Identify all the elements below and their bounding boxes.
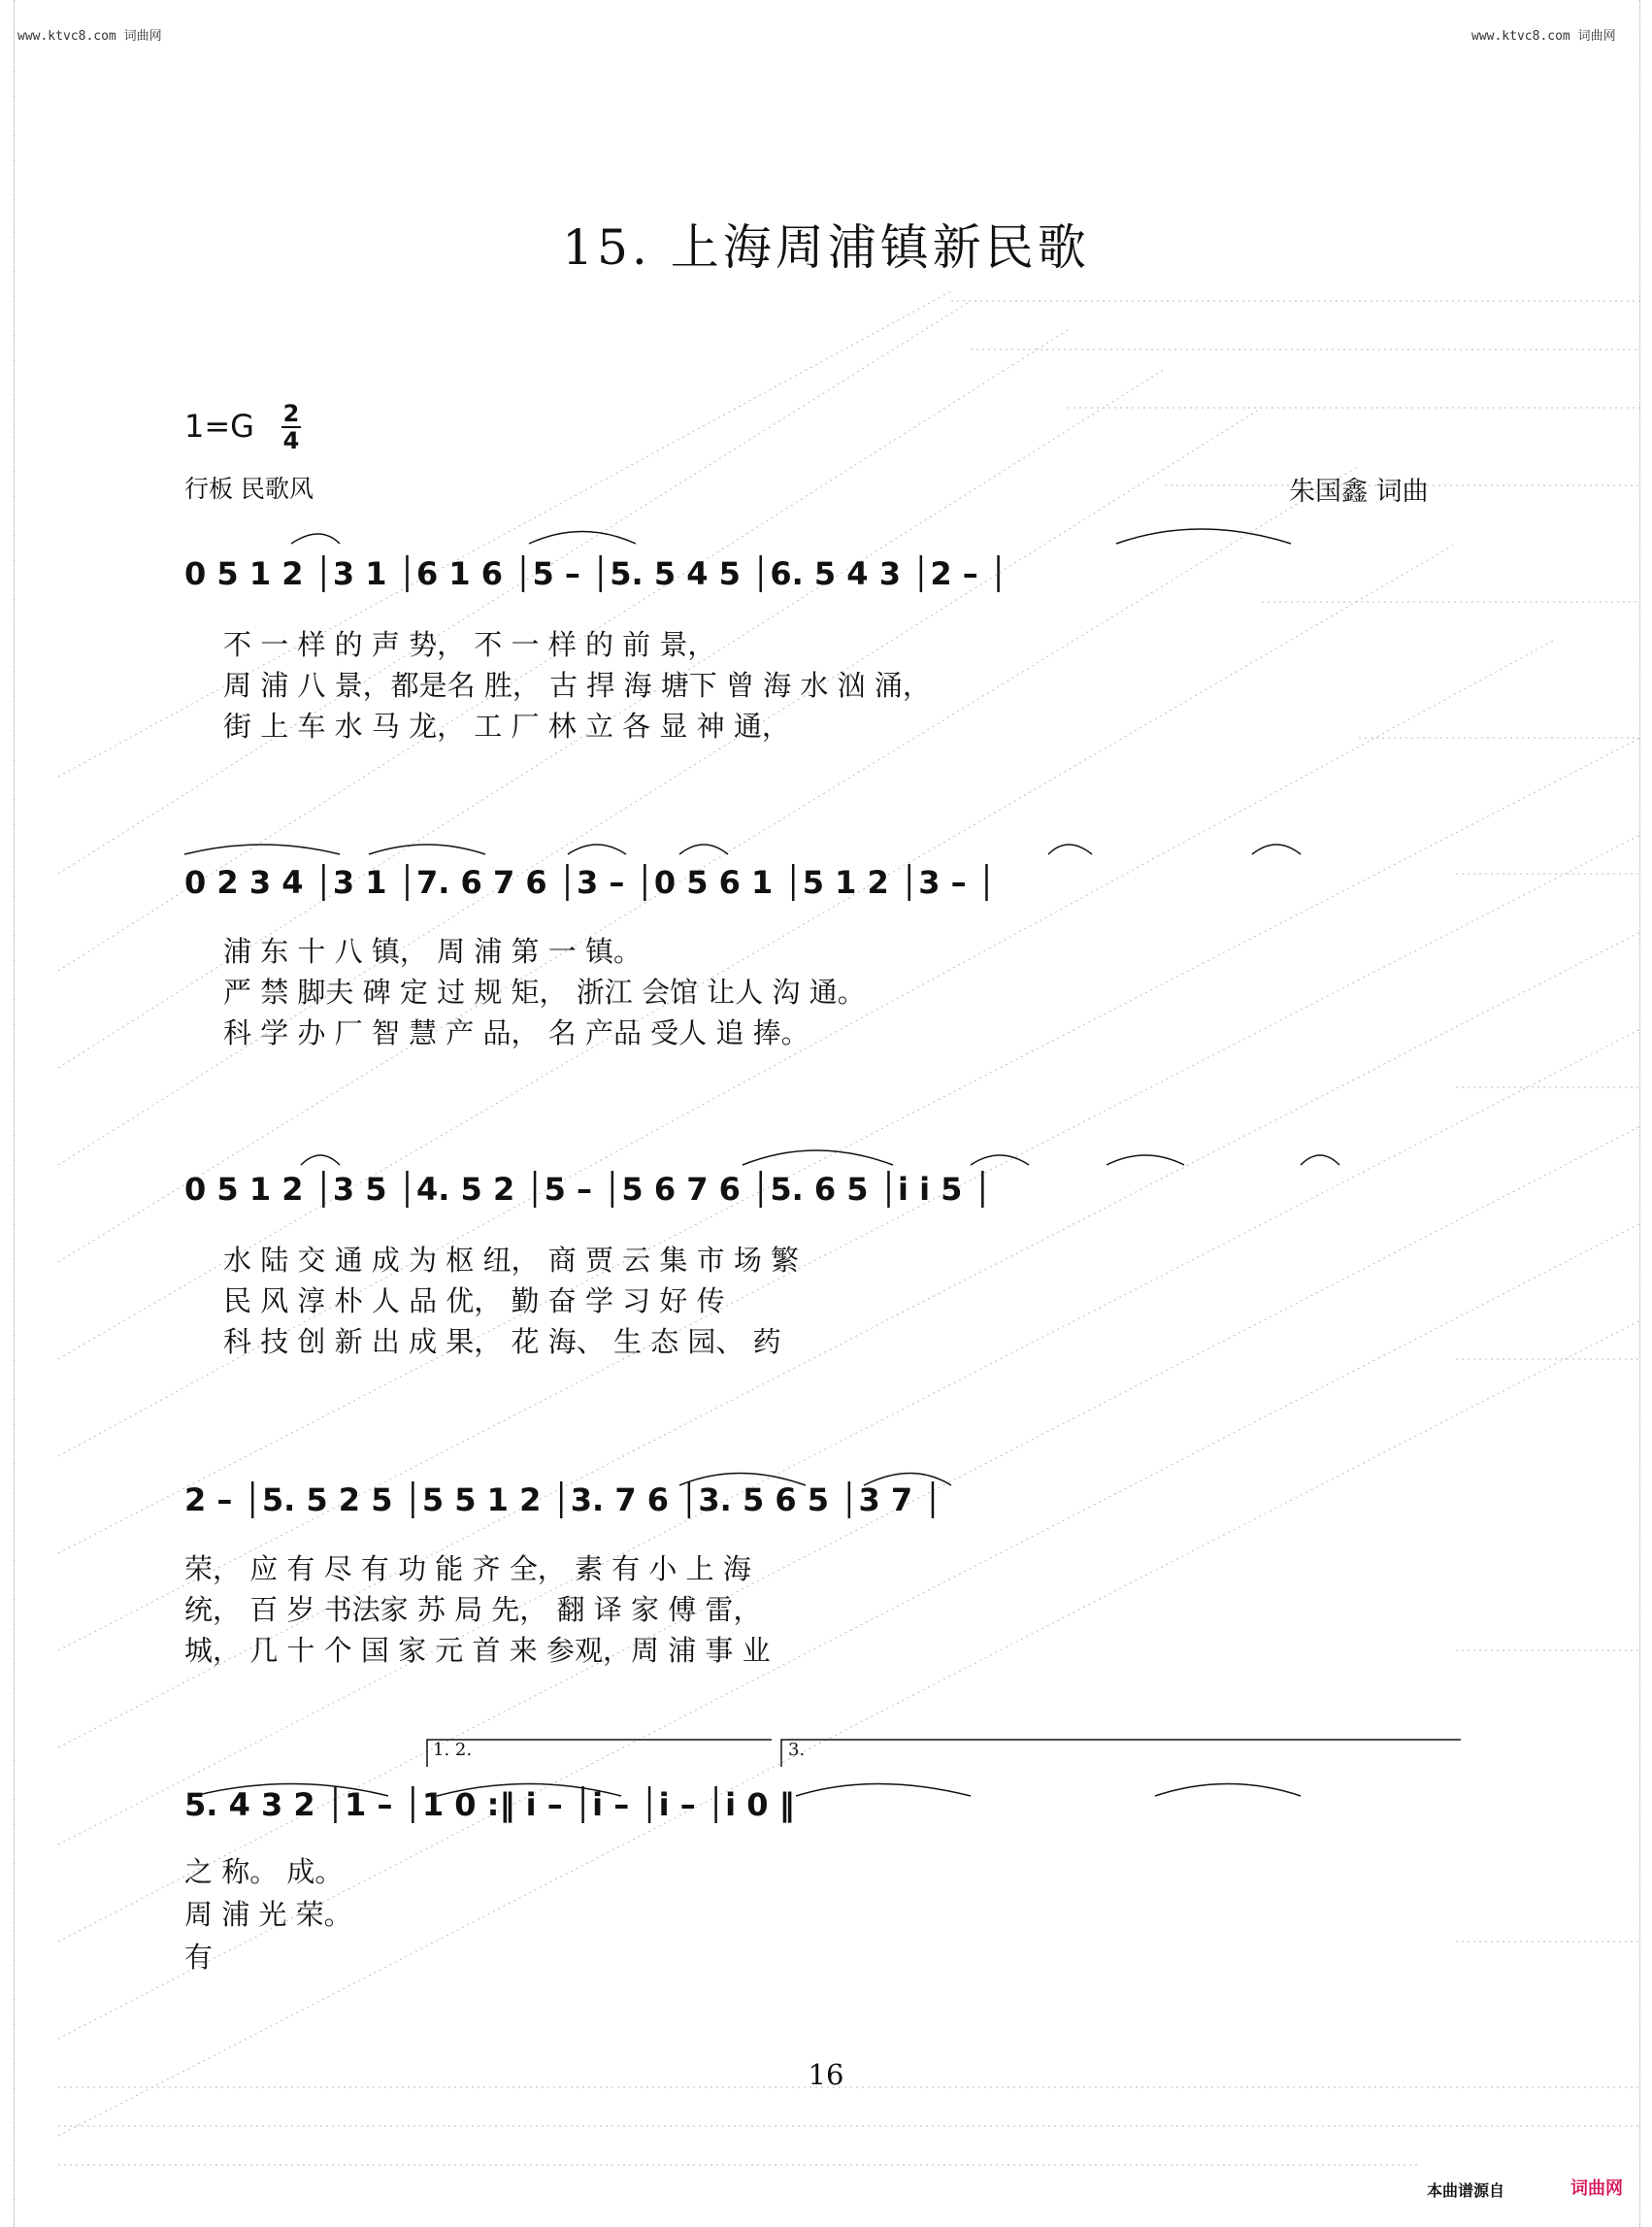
notation-line-1: 0 5 1 2 │3 1 │6 1 6 │5 – │5. 5 4 5 │6. 5 4 3 │2 – │	[184, 555, 1008, 592]
watermark-right: www.ktvc8.com 词曲网	[1471, 29, 1616, 44]
lyric-line-1-3: 街 上 车 水 马 龙， 工 厂 林 立 各 显 神 通，	[223, 710, 790, 743]
lyric-line-3-3: 科 技 创 新 出 成 果， 花 海、 生 态 园、 药	[223, 1325, 781, 1358]
lyric-line-3-2: 民 风 淳 朴 人 品 优， 勤 奋 学 习 好 传	[223, 1284, 725, 1317]
watermark-left: www.ktvc8.com 词曲网	[17, 29, 162, 44]
volta-1-2-label: 1. 2.	[433, 1740, 473, 1760]
lyric-line-2-2: 严 禁 脚夫 碑 定 过 规 矩， 浙江 会馆 让人 沟 通。	[223, 976, 866, 1009]
lyric-line-5-3: 有	[184, 1941, 214, 1974]
footer-site-logo[interactable]: 词曲网	[1570, 2178, 1623, 2199]
meter-bottom: 4	[282, 427, 300, 454]
lyric-line-4-3: 城， 几 十 个 国 家 元 首 来 参观，周 浦 事 业	[184, 1634, 771, 1667]
lyric-line-3-1: 水 陆 交 通 成 为 枢 纽， 商 贾 云 集 市 场 繁	[223, 1244, 800, 1277]
footer-source-text: 本曲谱源自	[1427, 2181, 1505, 2200]
volta-3-label: 3.	[788, 1740, 806, 1760]
notation-line-4: 2 – │5. 5 2 5 │5 5 1 2 │3. 7 6 │3. 5 6 5 │3 7 │	[184, 1481, 942, 1518]
tempo-marking: 行板 民歌风	[184, 475, 314, 503]
lyric-line-4-2: 统， 百 岁 书法家 苏 局 先， 翻 译 家 傅 雷，	[184, 1593, 762, 1626]
song-title: 15. 上海周浦镇新民歌	[562, 219, 1090, 276]
lyric-line-4-1: 荣， 应 有 尽 有 功 能 齐 全， 素 有 小 上 海	[184, 1552, 751, 1585]
key-signature: 1=G	[184, 408, 254, 445]
lyric-line-2-3: 科 学 办 厂 智 慧 产 品， 名 产品 受人 追 捧。	[223, 1016, 809, 1049]
lyric-line-5-1: 之 称。 成。	[184, 1855, 344, 1888]
lyric-line-2-1: 浦 东 十 八 镇， 周 浦 第 一 镇。	[223, 935, 642, 968]
time-signature	[281, 402, 301, 452]
lyric-line-1-1: 不 一 样 的 声 势， 不 一 样 的 前 景，	[223, 628, 716, 661]
notation-line-3: 0 5 1 2 │3 5 │4. 5 2 │5 – │5 6 7 6 │5. 6 5 │i i 5 │	[184, 1171, 992, 1208]
page-number: 16	[808, 2058, 844, 2091]
notation-line-2: 0 2 3 4 │3 1 │7. 6 7 6 │3 – │0 5 6 1 │5 1 2 │3 – │	[184, 864, 997, 901]
notation-line-5: 5. 4 3 2 │1 – │1 0 :‖ i – │i – │i – │i 0 ‖	[184, 1786, 795, 1823]
composer-credit: 朱国鑫 词曲	[1289, 477, 1429, 507]
lyric-line-5-2: 周 浦 光 荣。	[184, 1898, 352, 1931]
meter-top: 2	[282, 400, 300, 427]
lyric-line-1-2: 周 浦 八 景，都是名 胜， 古 捍 海 塘下 曾 海 水 汹 涌，	[223, 669, 931, 702]
